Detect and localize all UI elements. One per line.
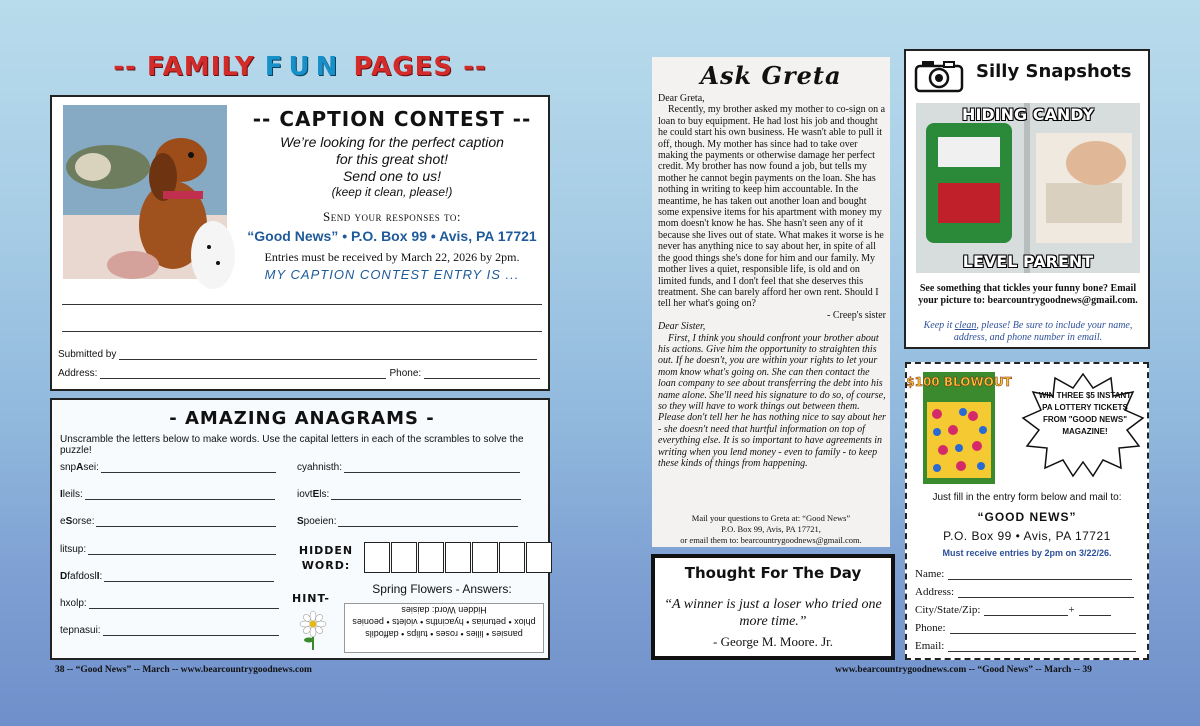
anagram-answer-field[interactable] (89, 598, 279, 609)
silly-snapshots-title: Silly Snapshots (976, 61, 1132, 82)
hiding-candy-photo (916, 103, 1140, 273)
left-page-footer: 38 -- “Good News” -- March -- www.bearcountrygoodnews.com (55, 665, 312, 675)
hidden-word-boxes (364, 542, 553, 573)
greta-mail-line3: or email them to: bearcountrygoodnews@gmail.com. (680, 535, 862, 545)
submitted-by-field[interactable] (119, 349, 537, 360)
title-part2: PAGES -- (353, 52, 487, 82)
daisy-hint-icon (300, 610, 326, 650)
lottery-field-row (915, 568, 1132, 580)
anagram-item: cyahnisth: (297, 462, 520, 473)
answers-title: Spring Flowers - Answers: (372, 582, 512, 596)
thought-title: Thought For The Day (684, 564, 862, 582)
anagram-item: tepnasui: (60, 625, 279, 636)
anagram-answer-field[interactable] (338, 516, 518, 527)
hidden-word-letter-box[interactable] (499, 542, 525, 573)
address-field[interactable] (100, 368, 386, 379)
submitted-by-row (58, 349, 540, 360)
anagram-answer-field[interactable] (103, 625, 279, 636)
silly-submit-text: See something that tickles your funny bone? Email your picture to: bearcountrygoodnews@gmail.com. (918, 283, 1138, 306)
lottery-deadline: Must receive entries by 2pm on 3/22/26. (942, 548, 1112, 558)
answers-line-1: pansies • lilies • roses • tulips • daffodils (365, 629, 523, 639)
lottery-field-row (915, 622, 1136, 634)
address-phone-row (58, 368, 543, 379)
right-page-footer: www.bearcountrygoodnews.com -- “Good News” -- March -- 39 (835, 665, 1092, 675)
anagrams-heading: - AMAZING ANAGRAMS - (169, 408, 435, 429)
letter-salutation: Dear Greta, (658, 93, 705, 104)
photo-caption-bottom: LEVEL PARENT (962, 252, 1094, 271)
ask-greta-column (652, 57, 890, 547)
caption-contest-heading: -- CAPTION CONTEST -- (252, 107, 532, 131)
family-fun-pages-title (100, 52, 500, 92)
camera-icon (914, 57, 964, 93)
caption-intro-line3: Send one to us! (342, 168, 442, 184)
city-state-zip-field[interactable] (984, 604, 1068, 616)
phone-field[interactable] (424, 368, 540, 379)
lottery-entry-panel (905, 362, 1149, 660)
anagram-item: hxolp: (60, 598, 279, 609)
anagram-answer-field[interactable] (104, 571, 274, 582)
hidden-word-label: HIDDEN WORD: (298, 544, 354, 572)
phone-field[interactable] (950, 622, 1136, 634)
zip-plus: + (1068, 604, 1075, 616)
thought-for-the-day-panel (651, 554, 895, 660)
anagram-item: D fafdosl I : (60, 571, 274, 582)
reply-body: First, I think you should confront your brother about his actions. Give him the opportunity to straighten this out. If he doesn't, you are within your rights to let your mom know what's going on. She can then contact the loan company to see about transferring the debt into his name alone. She'll need his signature to do so, of course, so they will have to work things out between them. Please don't tell her he has nothing nice to say about her - she doesn't need that hurtful information on top of everything else. It is so important to have agreements in writing when you lend money - even to family - to keep these kinds of things from happening. (658, 332, 886, 469)
address-label: Address: (915, 586, 955, 598)
lottery-mail-name: “GOOD NEWS” (977, 510, 1077, 524)
anagram-item: e S orse: (60, 516, 276, 527)
contest-mailing-address: “Good News” • P.O. Box 99 • Avis, PA 17721 (247, 228, 537, 244)
letter-signature: - Creep's sister (826, 309, 886, 321)
lottery-ticket-image (906, 372, 1012, 484)
answers-line-2: phlox • petunias • hyacinths • violets • peonies (352, 617, 536, 627)
amazing-anagrams-panel (50, 398, 550, 660)
anagram-answer-field[interactable] (96, 516, 276, 527)
caption-contest-panel (50, 95, 550, 391)
contest-deadline: Entries must be received by March 22, 2026 by 2pm. (264, 250, 520, 264)
answers-hidden-word: Hidden Word: daisies (401, 605, 487, 615)
hidden-word-letter-box[interactable] (445, 542, 471, 573)
email-label: Email: (915, 640, 945, 652)
reply-salutation: Dear Sister, (658, 321, 706, 333)
title-part1: -- FAMILY (113, 52, 255, 82)
send-responses-label: Send your responses to: (323, 209, 461, 224)
caption-entry-line-1[interactable] (62, 304, 542, 305)
name-field[interactable] (948, 568, 1132, 580)
greta-mail-info (652, 513, 890, 546)
anagram-item: S poeien: (297, 516, 518, 527)
lottery-instructions: Just fill in the entry form below and mail to: (932, 492, 1122, 503)
win-tickets-text: WIN THREE $5 INSTANT PA LOTTERY TICKETS FROM "GOOD NEWS" MAGAZINE! (1038, 391, 1132, 436)
email-field[interactable] (948, 640, 1136, 652)
ticket-text: $100 BLOWOUT (906, 375, 1012, 389)
hidden-word-letter-box[interactable] (391, 542, 417, 573)
lottery-field-row (915, 604, 1111, 616)
caption-intro-line4: (keep it clean, please!) (331, 185, 453, 199)
caption-entry-label: MY CAPTION CONTEST ENTRY IS ... (264, 267, 520, 282)
lottery-mail-address: P.O. Box 99 • Avis, PA 17721 (943, 529, 1111, 543)
silly-snapshots-panel (904, 49, 1150, 349)
ask-greta-body (658, 93, 886, 469)
upside-down-answers (344, 603, 544, 653)
lottery-field-row (915, 586, 1134, 598)
caption-entry-line-2[interactable] (62, 331, 542, 332)
letter-body: Recently, my brother asked my mother to co-sign on a loan to buy equipment. He had lost his job and thought he could start his own business. He wasn't able to pull it off, though. My mother has since had to take over making the payments or otherwise damage her perfect credit. My brother has now found a job, but tells my mother he cannot begin payments on the loan. She has nothing in writing to keep him accountable. In the meantime, he has taken out another loan and bought some expensive items for his apartment with money my mom doesn't know he has. She hasn't seen any of it because she lives out of state. What makes it worse is he never has anything nice to say about her, in spite of all the good things she's done for him and our family. My mother lives a quiet, responsible life, is old and on limited funds, and I don't feel that she deserves this treatment. She can barely afford her own rent. Should I tell her what's going on? (658, 104, 886, 310)
hint-label: HINT- (292, 592, 330, 605)
anagram-answer-field[interactable] (101, 462, 276, 473)
anagram-item: litsup: (60, 544, 276, 555)
anagrams-instructions: Unscramble the letters below to make words. Use the capital letters in each of the scrambles to solve the puzzle! (60, 434, 524, 456)
caption-intro-line2: for this great shot! (335, 151, 449, 167)
name-label: Name: (915, 568, 945, 580)
photo-caption-top: HIDING CANDY (962, 105, 1094, 124)
phone-label: Phone: (915, 622, 946, 634)
anagram-item: iovt E ls: (297, 489, 521, 500)
caption-photo-dog-fish (63, 105, 227, 279)
anagram-answer-field[interactable] (331, 489, 521, 500)
city-state-zip-label: City/State/Zip: (915, 604, 981, 616)
thought-author: - George M. Moore. Jr. (713, 634, 833, 649)
zip-extension-field[interactable] (1079, 604, 1111, 616)
greta-mail-line1: Mail your questions to Greta at: “Good News” (691, 513, 851, 523)
caption-intro-line1: We’re looking for the perfect caption (280, 134, 504, 150)
anagram-answer-field[interactable] (88, 544, 276, 555)
ask-greta-title: Ask Greta (700, 61, 842, 90)
address-field[interactable] (958, 586, 1134, 598)
submitted-by-label: Submitted by (58, 349, 117, 360)
lottery-field-row (915, 640, 1136, 652)
hidden-word-letter-box[interactable] (364, 542, 390, 573)
hidden-word-letter-box[interactable] (526, 542, 552, 573)
anagram-item: snp A sei: (60, 462, 276, 473)
anagram-answer-field[interactable] (85, 489, 275, 500)
thought-quote: “A winner is just a loser who tried one more time.” (664, 597, 882, 629)
title-fun: FUN (264, 52, 344, 82)
anagram-item: I leils: (60, 489, 275, 500)
hidden-word-letter-box[interactable] (472, 542, 498, 573)
address-label: Address: (58, 368, 98, 379)
greta-mail-line2: P.O. Box 99, Avis, PA 17721, (721, 524, 821, 534)
phone-label: Phone: (389, 368, 422, 379)
anagram-answer-field[interactable] (344, 462, 520, 473)
hidden-word-letter-box[interactable] (418, 542, 444, 573)
silly-note: Keep it clean, please! Be sure to include your name, address, and phone number in email. (923, 320, 1133, 343)
